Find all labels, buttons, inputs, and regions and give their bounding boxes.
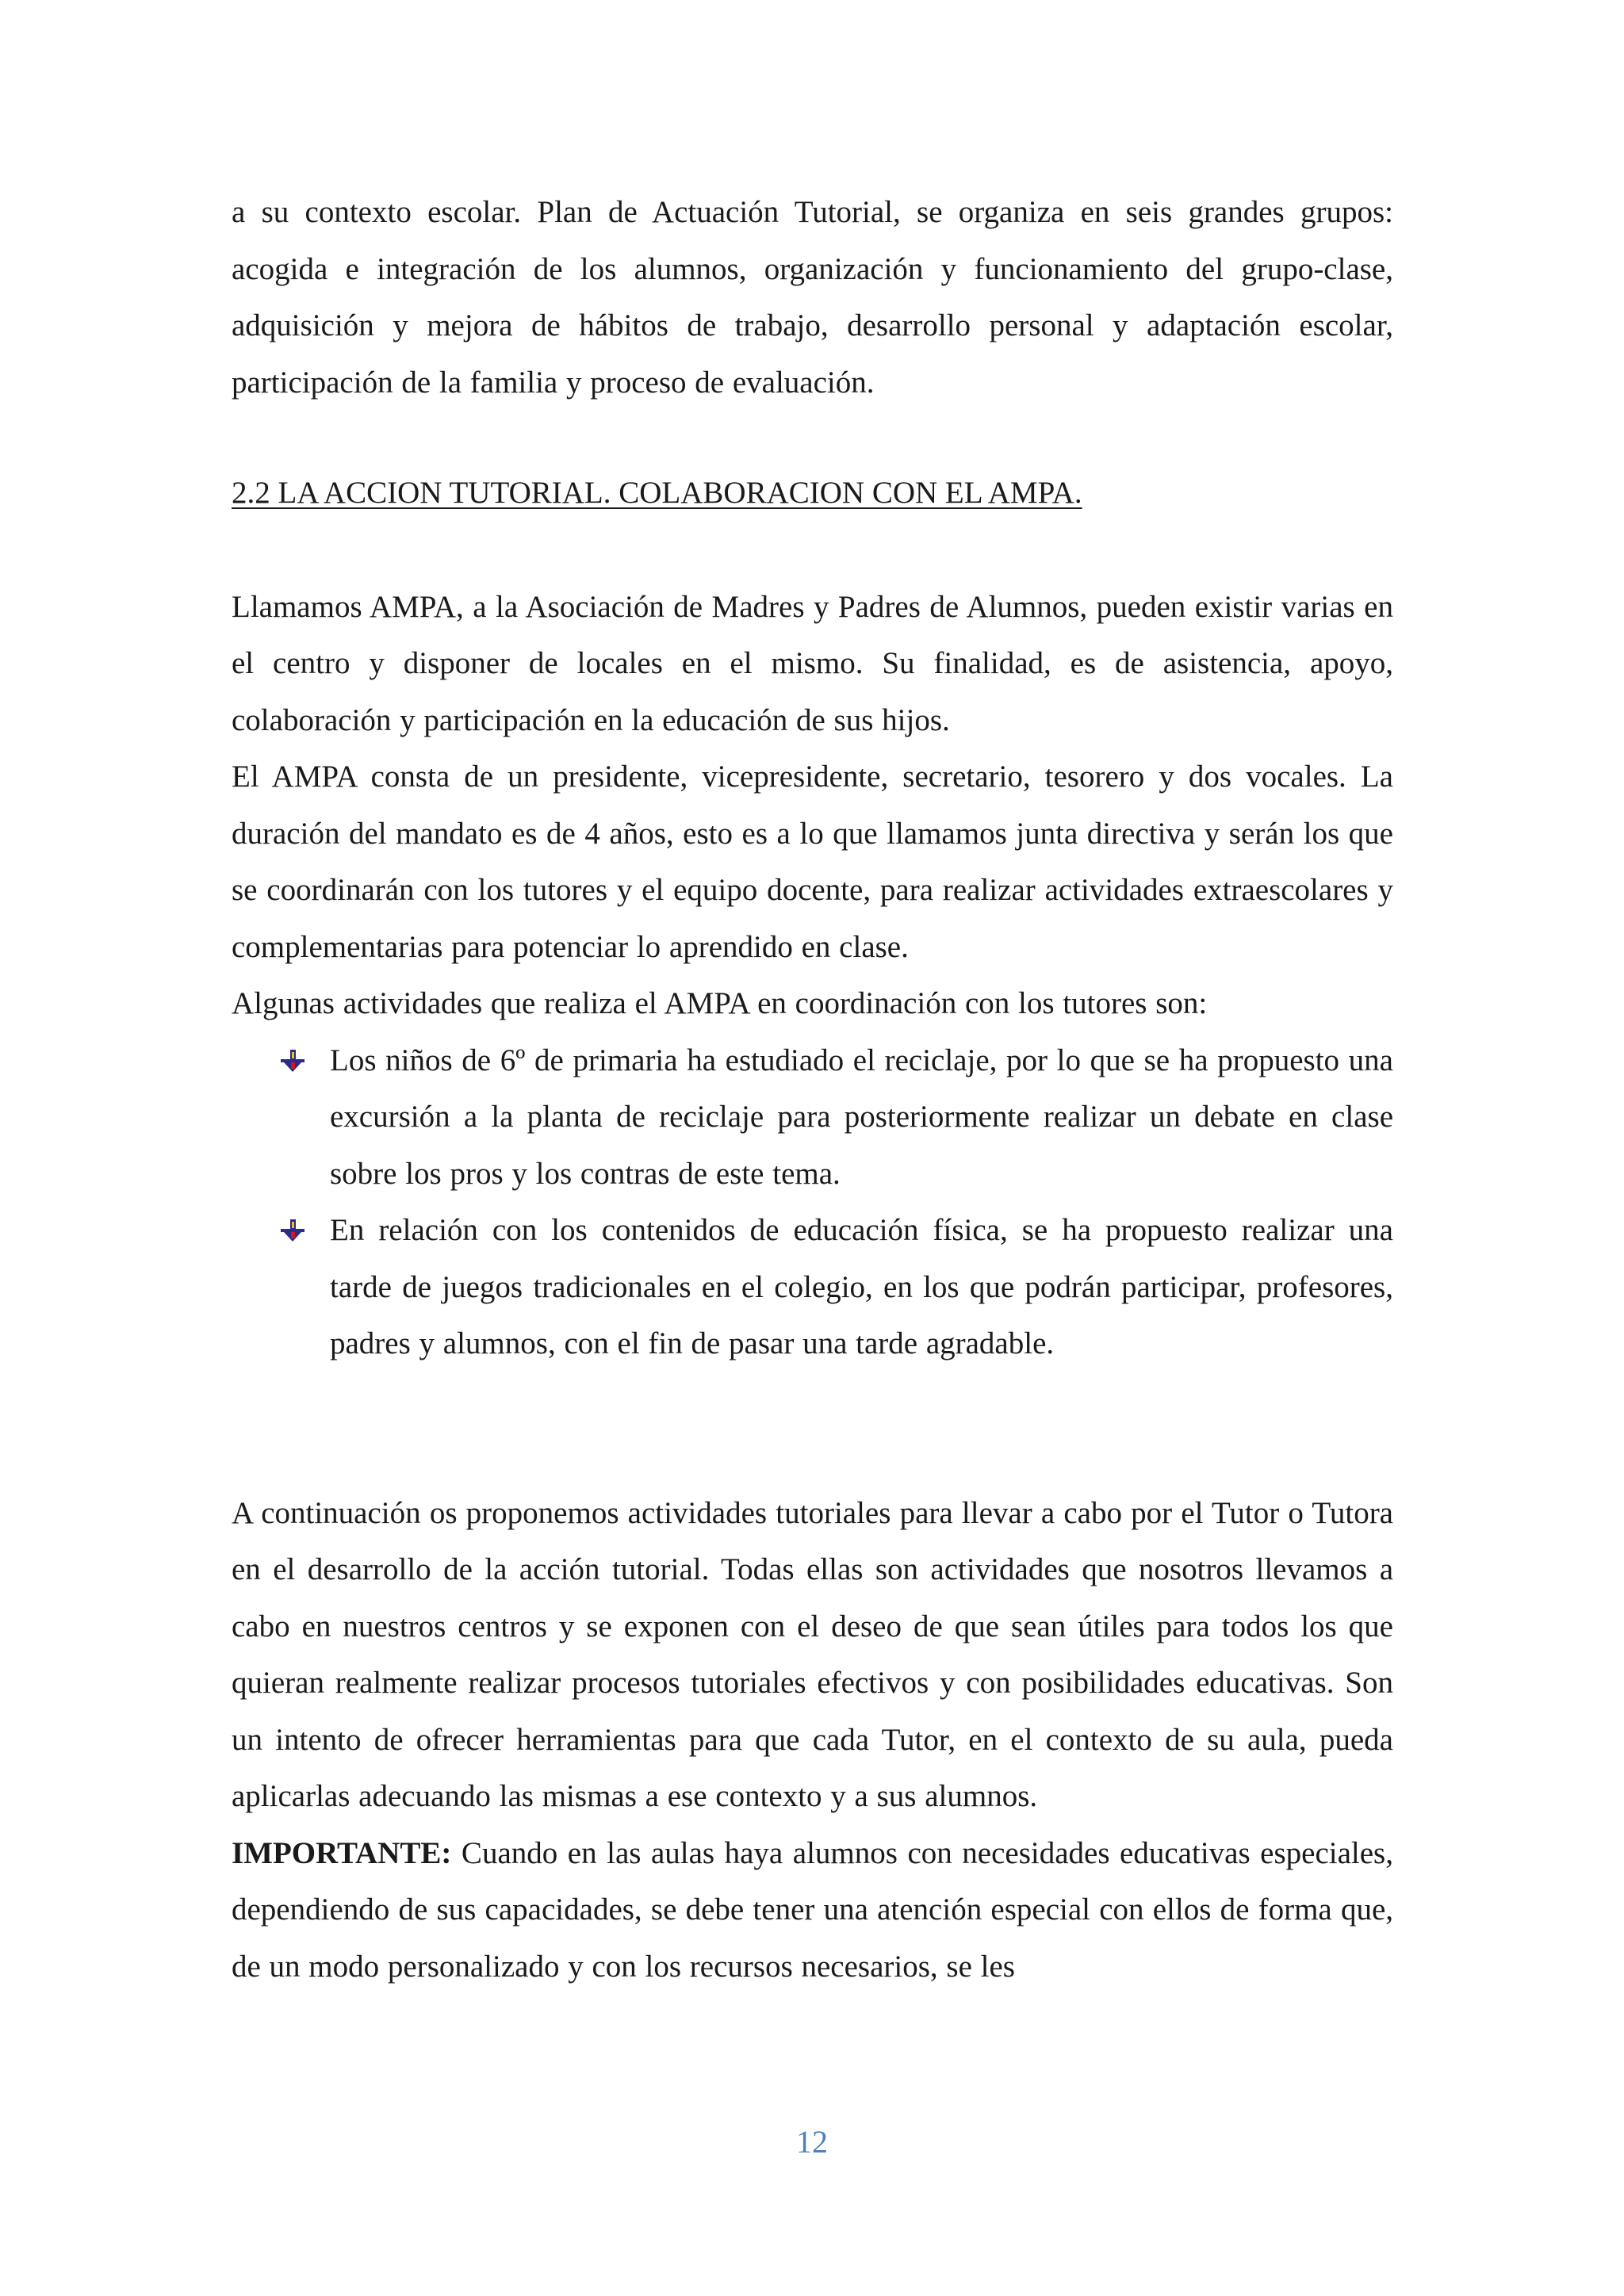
ampa-definition-paragraph: Llamamos AMPA, a la Asociación de Madres y Padres de Alumnos, pueden existir varias en el centro y disponer de locales en el mismo. Su finalidad, es de asistencia, apoyo, colaboración y participación en la educación de sus hijos. xyxy=(232,589,1393,737)
list-item-text: En relación con los contenidos de educación física, se ha propuesto realizar una tarde de juegos tradicionales en el colegio, en los que podrán participar, profesores, padres y alumnos, con el fin de pasar una tarde agradable. xyxy=(330,1213,1393,1360)
page-number: 12 xyxy=(796,2124,828,2160)
arrow-down-bullet-icon xyxy=(279,1050,306,1072)
activities-list xyxy=(232,1032,1393,1372)
page-content xyxy=(232,184,1393,1995)
intro-paragraph: a su contexto escolar. Plan de Actuación Tutorial, se organiza en seis grandes grupos: acogida e integración de los alumnos, organización y funcionamiento del grupo-clase, adquisición y mejora de hábitos de trabajo, desarrollo personal y adaptación escolar, participación de la familia y proceso de evaluación. xyxy=(232,195,1393,400)
section-heading: 2.2 LA ACCION TUTORIAL. COLABORACION CON EL AMPA. xyxy=(232,476,1082,510)
list-item-text: Los niños de 6º de primaria ha estudiado el reciclaje, por lo que se ha propuesto una excursión a la planta de reciclaje para posteriormente realizar un debate en clase sobre los pros y los contras de este tema. xyxy=(330,1043,1393,1191)
arrow-down-bullet-icon xyxy=(279,1219,306,1242)
tutorial-activities-paragraph: A continuación os proponemos actividades tutoriales para llevar a cabo por el Tutor o Tutora en el desarrollo de la acción tutorial. Todas ellas son actividades que nosotros llevamos a cabo en nuestros centros y se exponen con el deseo de que sean útiles para todos los que quieran realmente realizar procesos tutoriales efectivos y con posibilidades educativas. Son un intento de ofrecer herramientas para que cada Tutor, en el contexto de su aula, pueda aplicarlas adecuando las mismas a ese contexto y a sus alumnos. xyxy=(232,1495,1393,1813)
list-item xyxy=(232,1032,1393,1203)
list-item xyxy=(232,1202,1393,1372)
important-note-paragraph xyxy=(232,1825,1393,1996)
activities-intro-paragraph: Algunas actividades que realiza el AMPA en coordinación con los tutores son: xyxy=(232,986,1208,1020)
important-label: IMPORTANTE: xyxy=(232,1835,452,1870)
ampa-composition-paragraph: El AMPA consta de un presidente, vicepresidente, secretario, tesorero y dos vocales. La duración del mandato es de 4 años, esto es a lo que llamamos junta directiva y serán los que se coordinarán con los tutores y el equipo docente, para realizar actividades extraescolares y complementarias para potenciar lo aprendido en clase. xyxy=(232,760,1393,964)
important-text: Cuando en las aulas haya alumnos con necesidades educativas especiales, dependiendo de sus capacidades, se debe tener una atención especial con ellos de forma que, de un modo personalizado y con los recursos necesarios, se les xyxy=(232,1835,1393,1984)
